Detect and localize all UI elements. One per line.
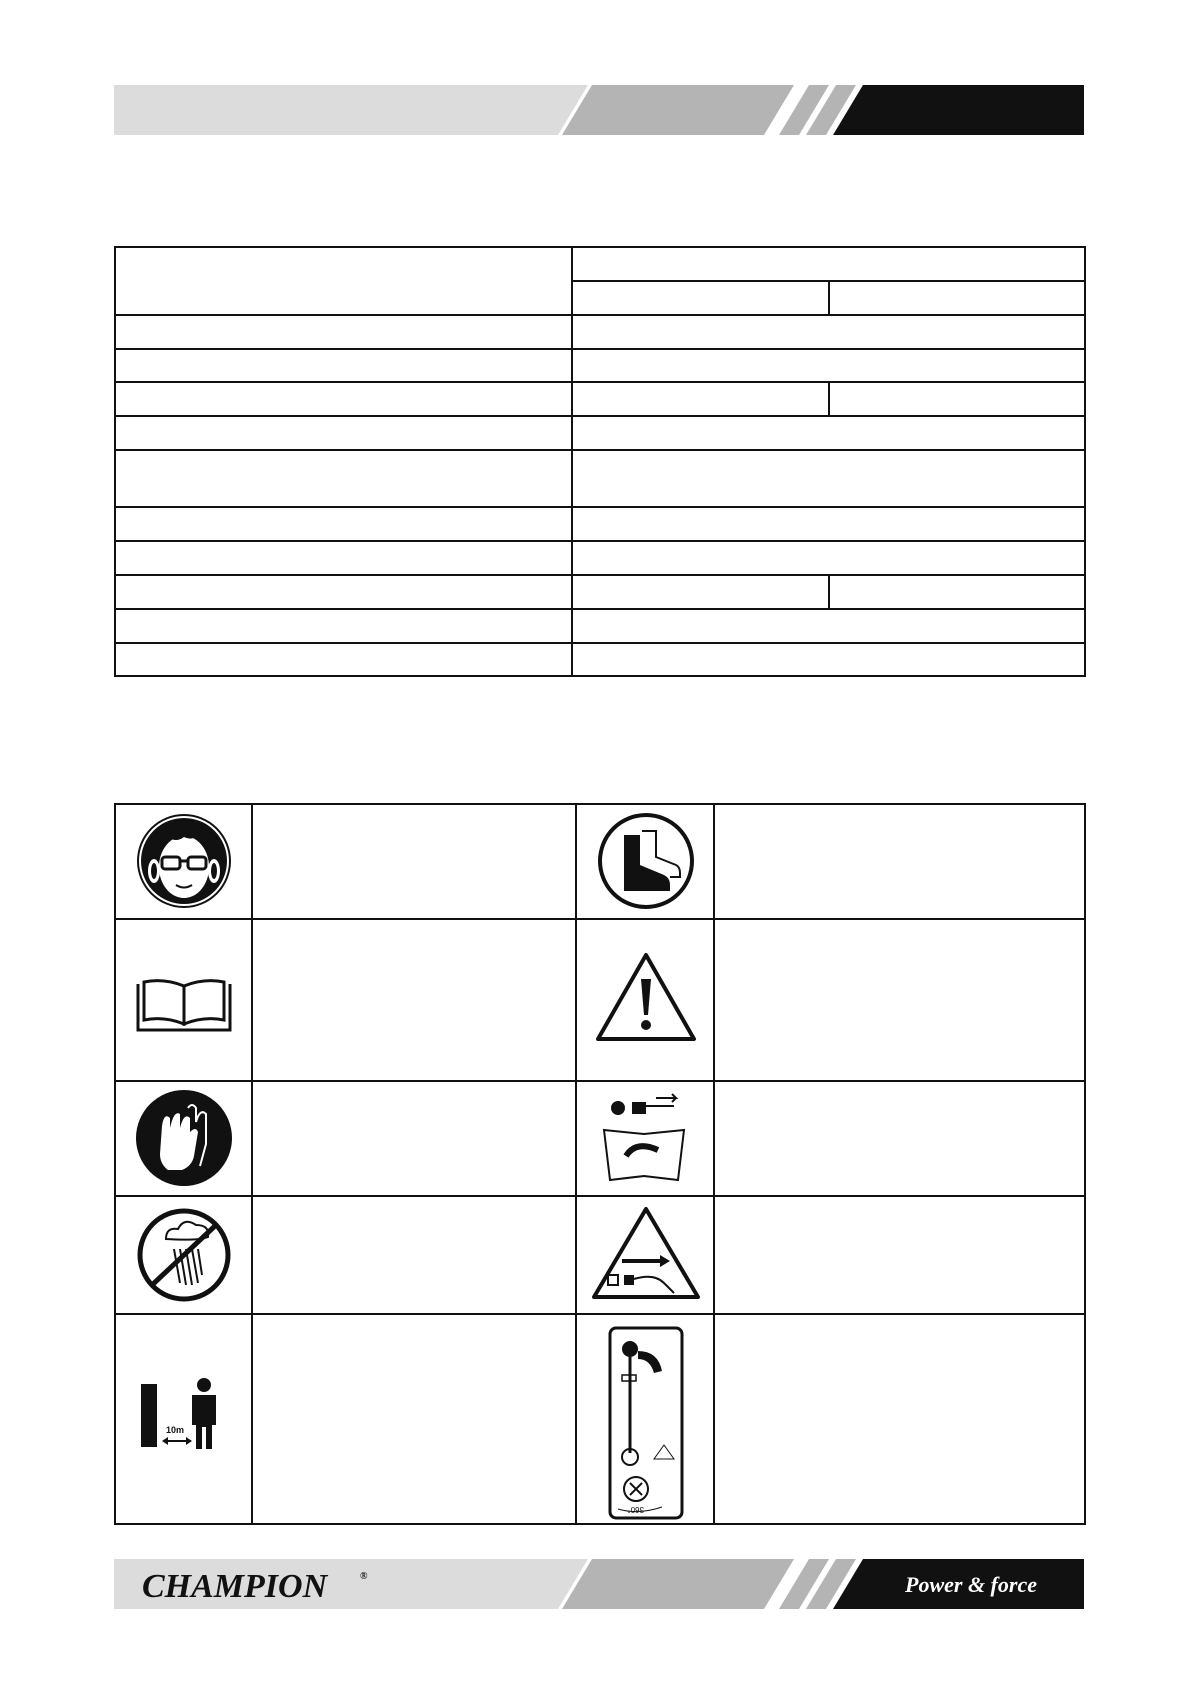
trimmer-operation-diagram-icon [610, 1328, 682, 1518]
icon-label: 10m [166, 1425, 185, 1435]
protective-boots-icon [600, 815, 692, 907]
specification-table [114, 246, 1086, 677]
icon-label: 360° [627, 1505, 644, 1514]
no-rain-icon [140, 1211, 228, 1299]
slogan: Power & force [905, 1572, 1037, 1597]
icon-label: ® [360, 1571, 368, 1582]
read-manual-icon [138, 981, 230, 1030]
unplug-before-maintenance-icon [604, 1094, 684, 1180]
footer-band [114, 1559, 1084, 1609]
icon-label: CHAMPION [142, 1568, 328, 1605]
protective-gloves-icon [136, 1090, 232, 1186]
warning-triangle-icon [598, 955, 694, 1039]
bystanders-distance-icon [141, 1378, 216, 1449]
eye-ear-protection-icon [137, 814, 231, 908]
unplug-damaged-cord-icon [594, 1209, 698, 1297]
safety-symbols-table [114, 803, 1086, 1525]
header-band [114, 85, 1084, 135]
